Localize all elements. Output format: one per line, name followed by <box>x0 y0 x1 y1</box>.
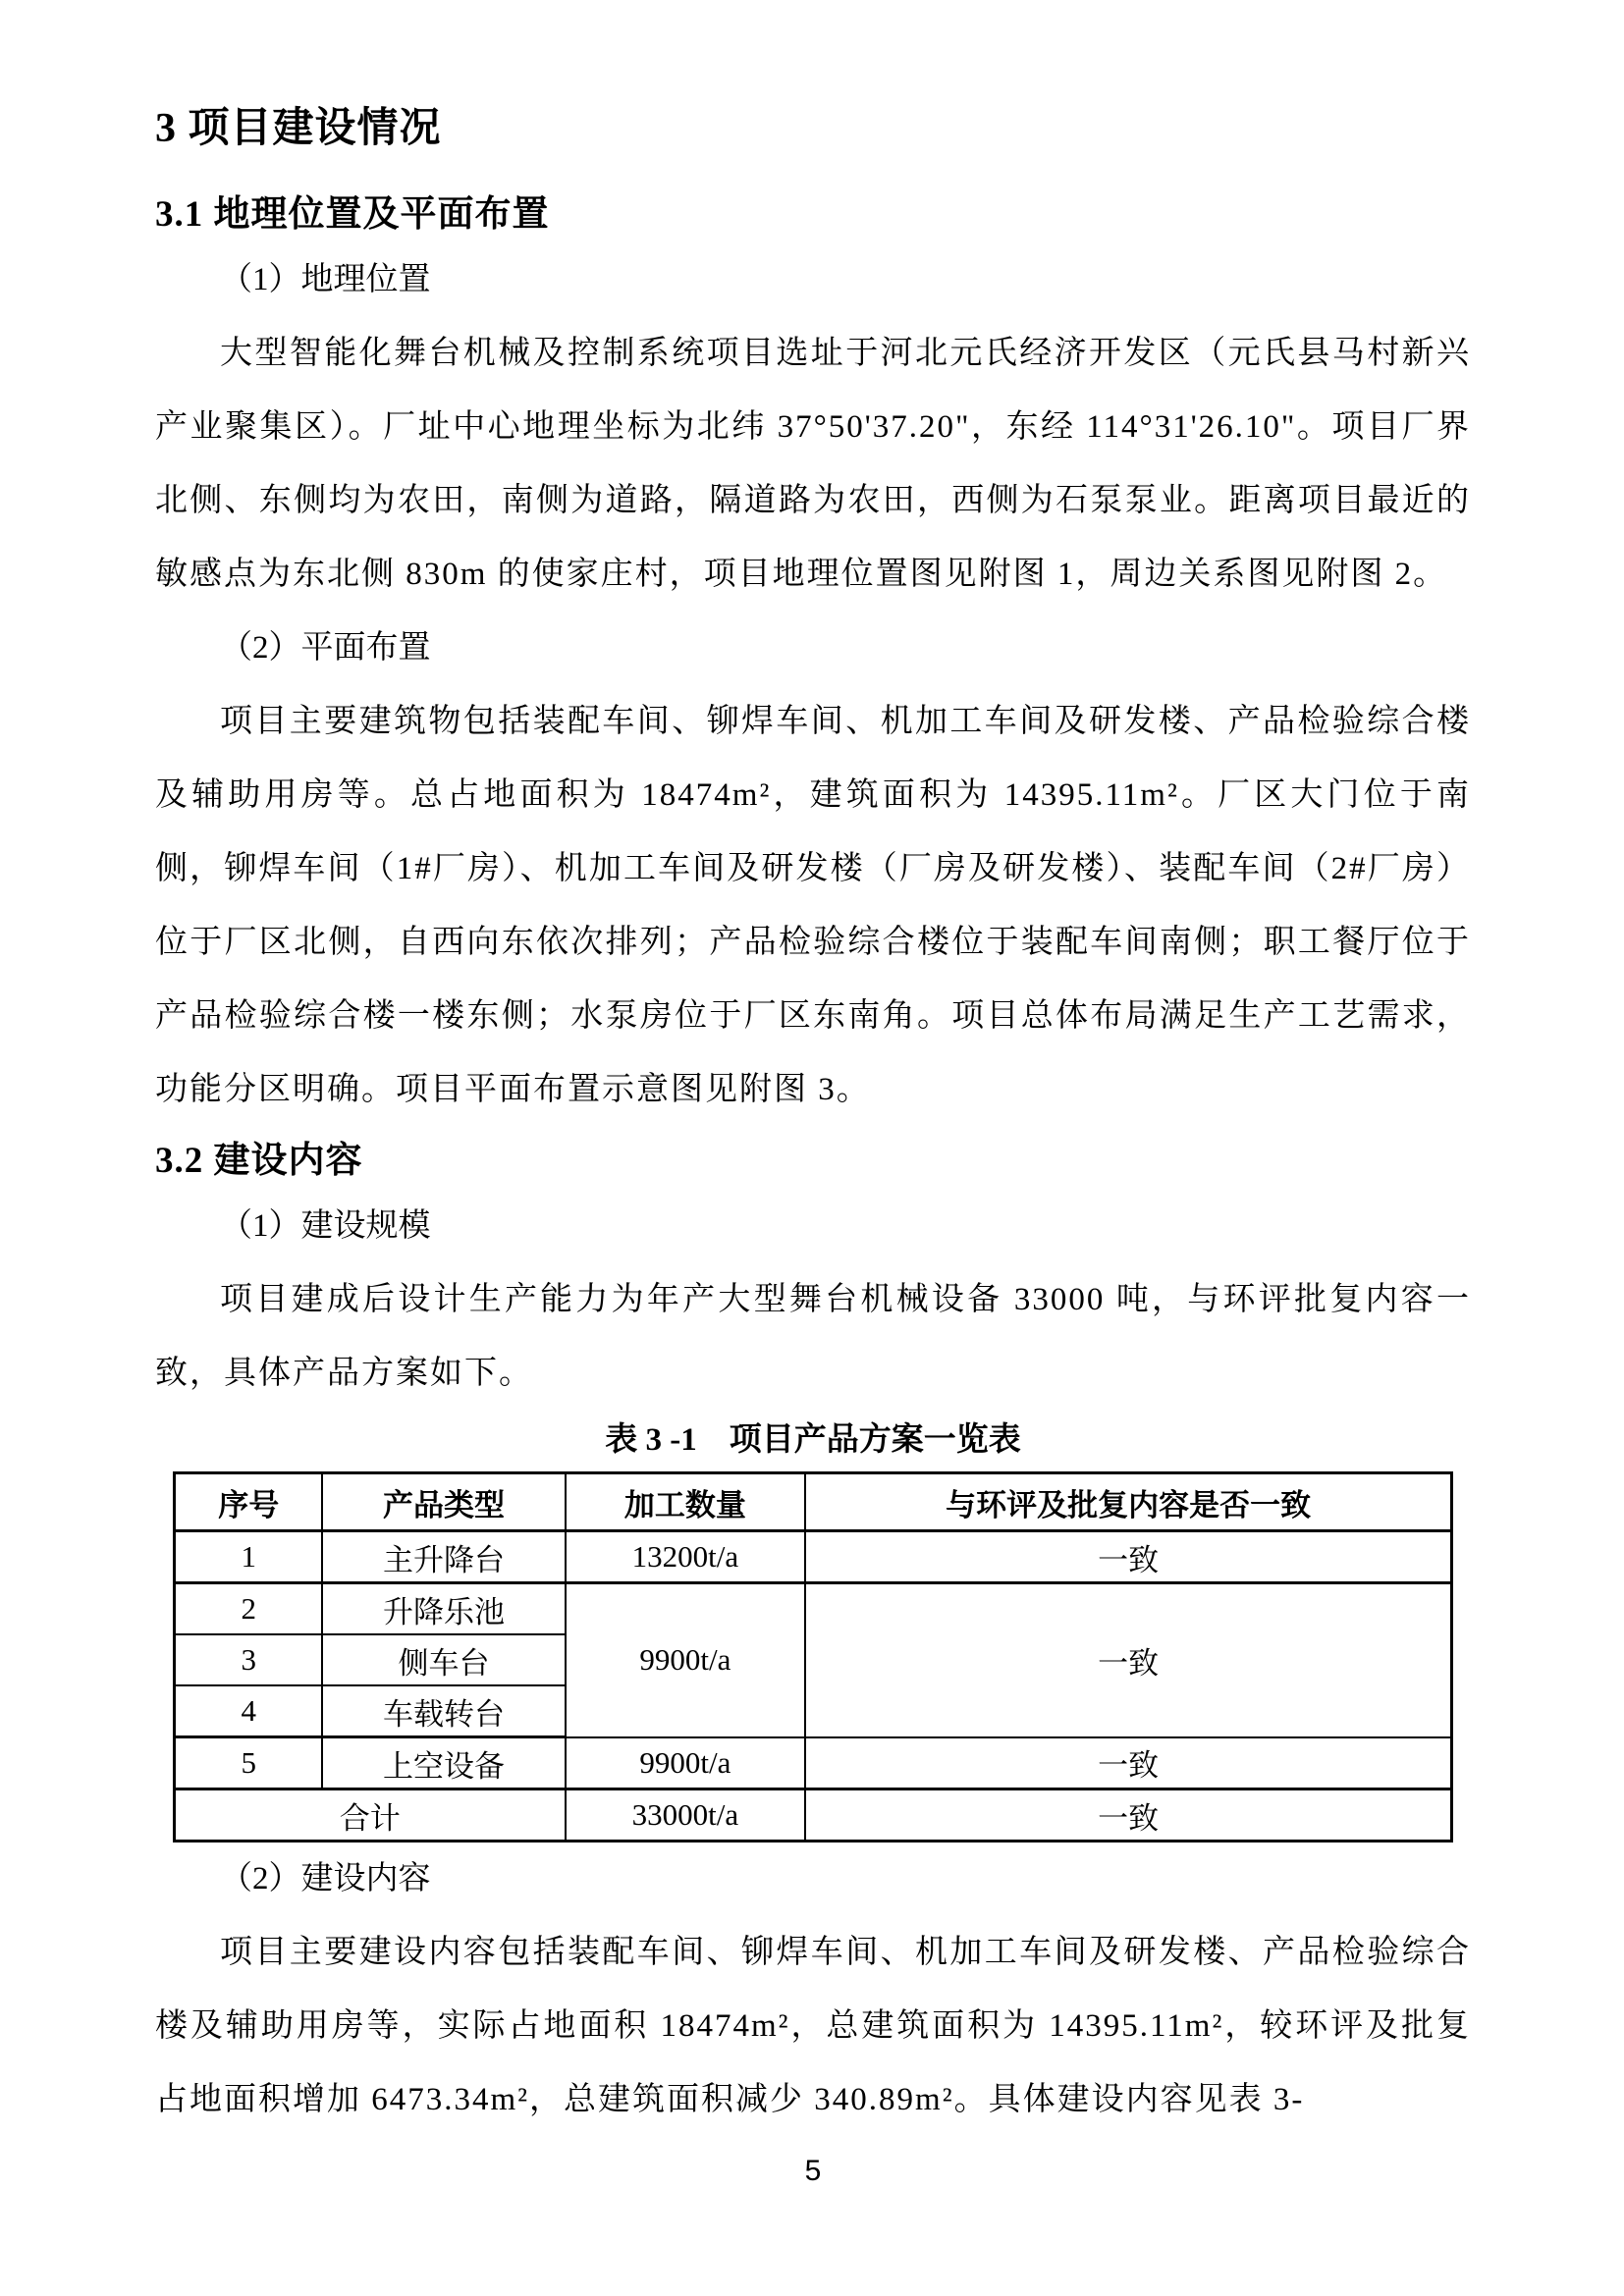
cell-match-merged: 一致 <box>805 1583 1451 1737</box>
table-total-row <box>175 1789 1452 1842</box>
paragraph-geographic-location: 大型智能化舞台机械及控制系统项目选址于河北元氏经济开发区（元氏县马村新兴产业聚集区）。厂址中心地理坐标为北纬 37°50'37.20"，东经 114°31'26.10"。项目厂界北侧、东侧均为农田，南侧为道路，隔道路为农田，西侧为石泵泵业。距离项目最近的敏感点为东北侧 830m 的使家庄村，项目地理位置图见附图 1，周边关系图见附图 2。 <box>155 336 1471 592</box>
cell-no: 4 <box>175 1685 323 1737</box>
table-row <box>175 1583 1452 1635</box>
table-header-row <box>175 1473 1452 1531</box>
cell-no: 2 <box>175 1583 323 1635</box>
paragraph-plane-layout: 项目主要建筑物包括装配车间、铆焊车间、机加工车间及研发楼、产品检验综合楼及辅助用房等。总占地面积为 18474m²，建筑面积为 14395.11m²。厂区大门位于南侧，铆焊车间（1#厂房）、机加工车间及研发楼（厂房及研发楼）、装配车间（2#厂房）位于厂区北侧，自西向东依次排列；产品检验综合楼位于装配车间南侧；职工餐厅位于产品检验综合楼一楼东侧；水泵房位于厂区东南角。项目总体布局满足生产工艺需求，功能分区明确。项目平面布置示意图见附图 3。 <box>155 704 1471 1107</box>
sub-heading-plane-layout: （2）平面布置 <box>220 630 431 666</box>
chapter-heading: 3 项目建设情况 <box>155 106 442 151</box>
table-row <box>175 1531 1452 1583</box>
paragraph-construction-content: 项目主要建设内容包括装配车间、铆焊车间、机加工车间及研发楼、产品检验综合楼及辅助用房等，实际占地面积 18474m²，总建筑面积为 14395.11m²，较环评及批复占地面积增加 6473.34m²，总建筑面积减少 340.89m²。具体建设内容见表 3- <box>155 1935 1471 2117</box>
sub-heading-construction-content: （2）建设内容 <box>220 1861 431 1896</box>
cell-qty: 13200t/a <box>566 1531 806 1583</box>
table-row <box>175 1737 1452 1789</box>
cell-match: 一致 <box>805 1737 1451 1789</box>
cell-type: 主升降台 <box>322 1531 565 1583</box>
cell-type: 上空设备 <box>322 1737 565 1789</box>
section-3-1-heading: 3.1 地理位置及平面布置 <box>155 194 550 235</box>
cell-type: 车载转台 <box>322 1685 565 1737</box>
cell-type: 升降乐池 <box>322 1583 565 1635</box>
cell-type: 侧车台 <box>322 1634 565 1685</box>
header-match-eia: 与环评及批复内容是否一致 <box>805 1473 1451 1531</box>
cell-match: 一致 <box>805 1531 1451 1583</box>
sub-heading-construction-scale: （1）建设规模 <box>220 1208 431 1244</box>
header-processing-quantity: 加工数量 <box>566 1473 806 1531</box>
section-3-2-heading: 3.2 建设内容 <box>155 1141 363 1181</box>
cell-no: 3 <box>175 1634 323 1685</box>
paragraph-construction-scale: 项目建成后设计生产能力为年产大型舞台机械设备 33000 吨，与环评批复内容一致，具体产品方案如下。 <box>155 1282 1471 1391</box>
header-serial-number: 序号 <box>175 1473 323 1531</box>
cell-no: 5 <box>175 1737 323 1789</box>
header-product-type: 产品类型 <box>322 1473 565 1531</box>
cell-qty: 9900t/a <box>566 1737 806 1789</box>
table-caption: 表 3 -1 项目产品方案一览表 <box>605 1422 1021 1458</box>
cell-total-match: 一致 <box>805 1789 1451 1842</box>
cell-total-qty: 33000t/a <box>566 1789 806 1842</box>
cell-no: 1 <box>175 1531 323 1583</box>
cell-qty-merged: 9900t/a <box>566 1583 806 1737</box>
cell-total-label: 合计 <box>175 1789 566 1842</box>
page-number: 5 <box>804 2155 822 2187</box>
sub-heading-geographic-location: （1）地理位置 <box>220 262 431 297</box>
product-plan-table <box>173 1471 1453 1842</box>
